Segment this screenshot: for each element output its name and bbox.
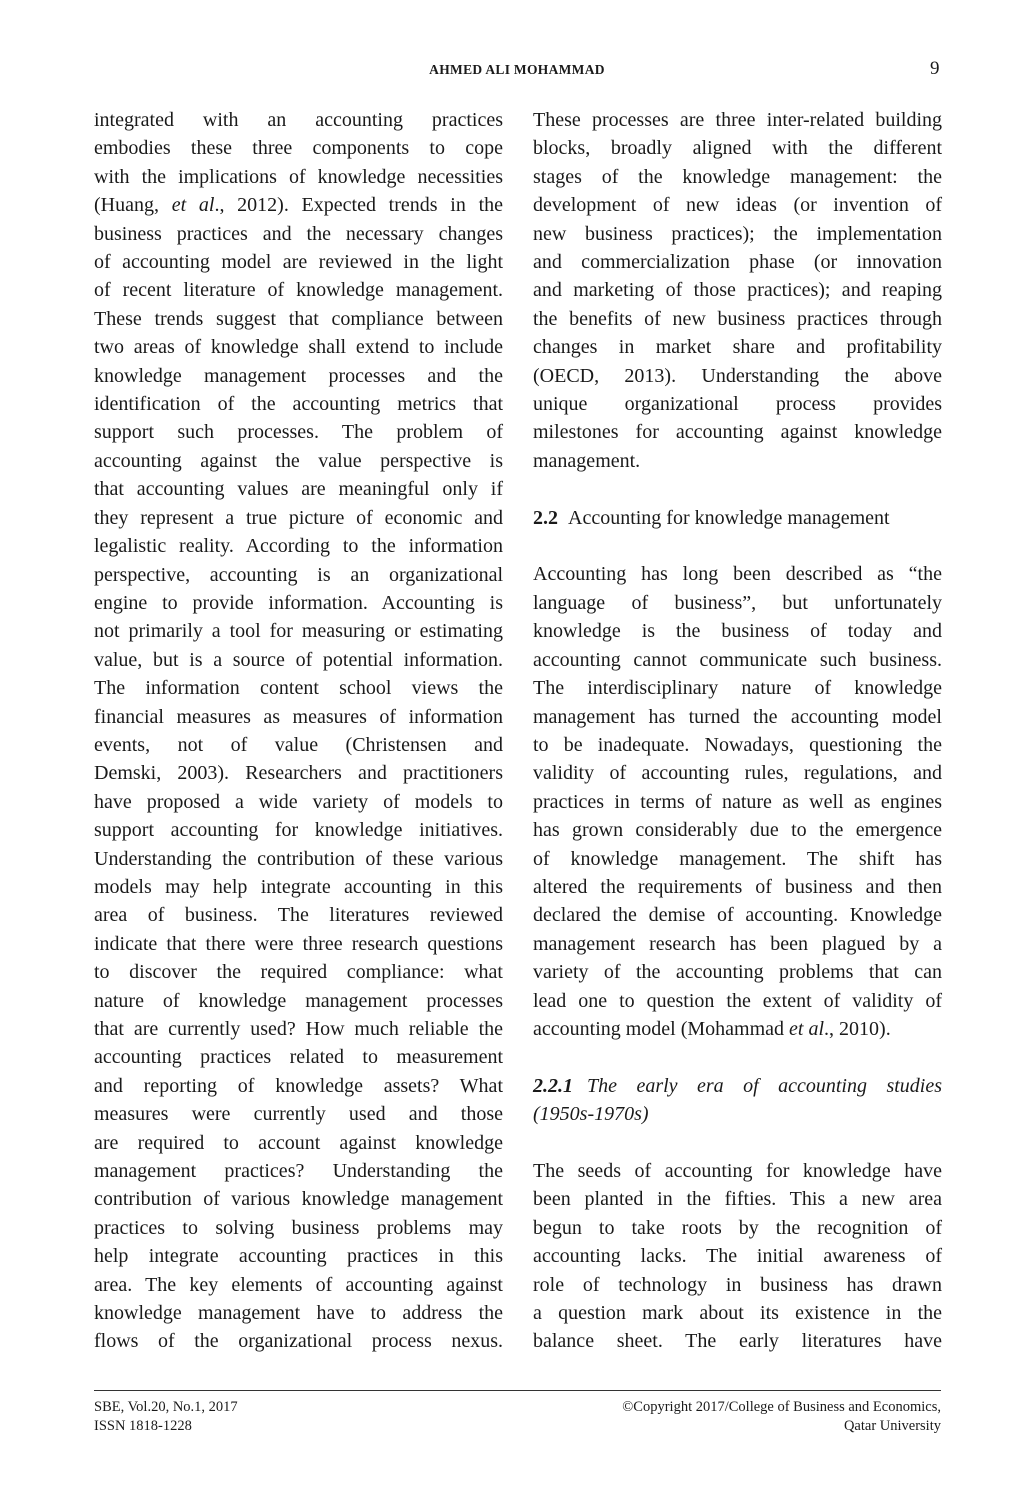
section-number: 2.2 <box>533 506 558 529</box>
left-paragraph <box>94 106 503 1356</box>
text-line: to discover the required compliance: what <box>94 961 503 984</box>
text-line: help integrate accounting practices in this <box>94 1245 503 1268</box>
text-line: area. The key elements of accounting against <box>94 1273 503 1296</box>
text-line: business practices and the necessary changes <box>94 222 503 245</box>
text-line: management has turned the accounting model <box>533 705 942 728</box>
text-line: integrated with an accounting practices <box>94 109 503 131</box>
text-line: area of business. The literatures reviewed <box>94 904 503 927</box>
text-line: role of technology in business has drawn <box>533 1273 942 1296</box>
text-line: to be inadequate. Nowadays, questioning the <box>533 733 942 756</box>
text-line: These trends suggest that compliance between <box>94 307 503 330</box>
text-line: indicate that there were three research questions <box>94 932 503 955</box>
subsection-title-line1: The early era of accounting studies <box>587 1074 942 1097</box>
text-line: practices in terms of nature as well as engines <box>533 790 942 813</box>
text-line: knowledge is the business of today and <box>533 620 942 643</box>
footer-university: Qatar University <box>843 1418 941 1434</box>
text-line: the benefits of new business practices through <box>533 307 942 330</box>
right-paragraph-3 <box>533 1157 942 1356</box>
subsection-title-line2: (1950s-1970s) <box>533 1103 649 1126</box>
text-line: lead one to question the extent of validity of <box>533 989 942 1012</box>
text-line: nature of knowledge management processes <box>94 989 503 1012</box>
text-line: contribution of various knowledge management <box>94 1188 503 1211</box>
text-line: Accounting has long been described as “the <box>533 563 942 586</box>
subsection-heading <box>533 1072 942 1100</box>
text-line: stages of the knowledge management: the <box>533 165 942 188</box>
text-line: support such processes. The problem of <box>94 421 503 444</box>
page-number: 9 <box>930 58 940 79</box>
text-line: identification of the accounting metrics that <box>94 393 503 416</box>
subsection-number: 2.2.1 <box>533 1074 573 1097</box>
text-line: management practices? Understanding the <box>94 1160 503 1183</box>
footer-issn: ISSN 1818-1228 <box>94 1418 192 1434</box>
running-head-author: AHMED ALI MOHAMMAD <box>429 62 605 77</box>
text-line: knowledge management processes and the <box>94 364 503 387</box>
text-line: practices to solving business problems may <box>94 1216 503 1239</box>
text-line: embodies these three components to cope <box>94 137 503 160</box>
text-line: have proposed a wide variety of models to <box>94 790 503 813</box>
text-line: support accounting for knowledge initiatives. <box>94 819 503 842</box>
text-line: of knowledge management. The shift has <box>533 847 942 870</box>
section-heading <box>533 504 942 532</box>
text-line: has grown considerably due to the emergence <box>533 819 942 842</box>
text-line: accounting practices related to measurement <box>94 1046 503 1069</box>
footer-rule <box>94 1390 941 1391</box>
text-line: changes in market share and profitability <box>533 336 942 359</box>
text-line: (Huang, et al., 2012). Expected trends in the <box>94 194 503 217</box>
right-paragraph-1 <box>533 106 942 475</box>
text-line: perspective, accounting is an organizational <box>94 563 503 586</box>
text-line: that are currently used? How much reliable the <box>94 1018 503 1040</box>
text-line: management. <box>533 449 641 472</box>
text-line: altered the requirements of business and then <box>533 875 942 898</box>
text-line: accounting cannot communicate such business. <box>533 648 942 671</box>
text-line: accounting lacks. The initial awareness of <box>533 1245 942 1268</box>
text-line: financial measures as measures of information <box>94 705 503 728</box>
text-line: These processes are three inter-related building <box>533 109 942 131</box>
text-line: The interdisciplinary nature of knowledge <box>533 677 942 700</box>
text-line: of accounting model are reviewed in the light <box>94 251 503 274</box>
left-column <box>94 106 503 1356</box>
text-line: The information content school views the <box>94 677 503 700</box>
text-line: Demski, 2003). Researchers and practitioners <box>94 762 503 785</box>
text-line: events, not of value (Christensen and <box>94 733 503 756</box>
text-line: development of new ideas (or invention of <box>533 194 942 217</box>
text-line: blocks, broadly aligned with the different <box>533 137 942 160</box>
text-line: validity of accounting rules, regulations, and <box>533 762 942 785</box>
text-line: engine to provide information. Accounting is <box>94 591 503 614</box>
footer-copyright-line: ©Copyright 2017/College of Business and Economics, <box>622 1399 941 1415</box>
text-line: accounting against the value perspective is <box>94 449 503 472</box>
text-line: begun to take roots by the recognition of <box>533 1216 942 1239</box>
text-line: and commercialization phase (or innovation <box>533 251 942 274</box>
text-line: The seeds of accounting for knowledge have <box>533 1159 942 1182</box>
text-line: are required to account against knowledge <box>94 1131 503 1154</box>
text-line: and reporting of knowledge assets? What <box>94 1074 503 1097</box>
right-paragraph-2 <box>533 560 942 1043</box>
text-line: language of business”, but unfortunately <box>533 591 942 614</box>
text-line: two areas of knowledge shall extend to include <box>94 336 503 359</box>
text-line: they represent a true picture of economic and <box>94 506 503 529</box>
text-line: (OECD, 2013). Understanding the above <box>533 364 942 387</box>
text-line: legalistic reality. According to the information <box>94 535 503 558</box>
text-line: value, but is a source of potential information. <box>94 648 503 671</box>
text-line: accounting model (Mohammad et al., 2010). <box>533 1017 891 1040</box>
text-line: a question mark about its existence in the <box>533 1302 942 1324</box>
text-line: with the implications of knowledge necessities <box>94 165 503 188</box>
text-line: management research has been plagued by a <box>533 932 942 955</box>
section-title: Accounting for knowledge management <box>568 506 890 529</box>
footer-copyright <box>541 1398 941 1436</box>
text-line: balance sheet. The early literatures have <box>533 1330 942 1353</box>
text-line: milestones for accounting against knowledge <box>533 421 942 444</box>
text-line: knowledge management have to address the <box>94 1302 503 1325</box>
text-line: that accounting values are meaningful only if <box>94 478 503 501</box>
footer-journal-info <box>94 1398 238 1436</box>
text-line: not primarily a tool for measuring or estimating <box>94 620 503 643</box>
running-header <box>0 58 1034 84</box>
text-line: of recent literature of knowledge management. <box>94 279 503 302</box>
footer-volume: SBE, Vol.20, No.1, 2017 <box>94 1399 238 1415</box>
text-line: models may help integrate accounting in this <box>94 875 503 898</box>
right-column <box>533 106 942 1356</box>
text-line: and marketing of those practices); and reaping <box>533 279 942 302</box>
text-line: unique organizational process provides <box>533 393 942 416</box>
text-line: flows of the organizational process nexus. <box>94 1330 503 1353</box>
text-line: been planted in the fifties. This a new area <box>533 1188 942 1211</box>
text-line: measures were currently used and those <box>94 1103 503 1126</box>
text-line: new business practices); the implementation <box>533 222 942 245</box>
text-line: Understanding the contribution of these various <box>94 847 503 870</box>
text-line: variety of the accounting problems that can <box>533 961 942 984</box>
text-line: declared the demise of accounting. Knowledge <box>533 904 942 927</box>
